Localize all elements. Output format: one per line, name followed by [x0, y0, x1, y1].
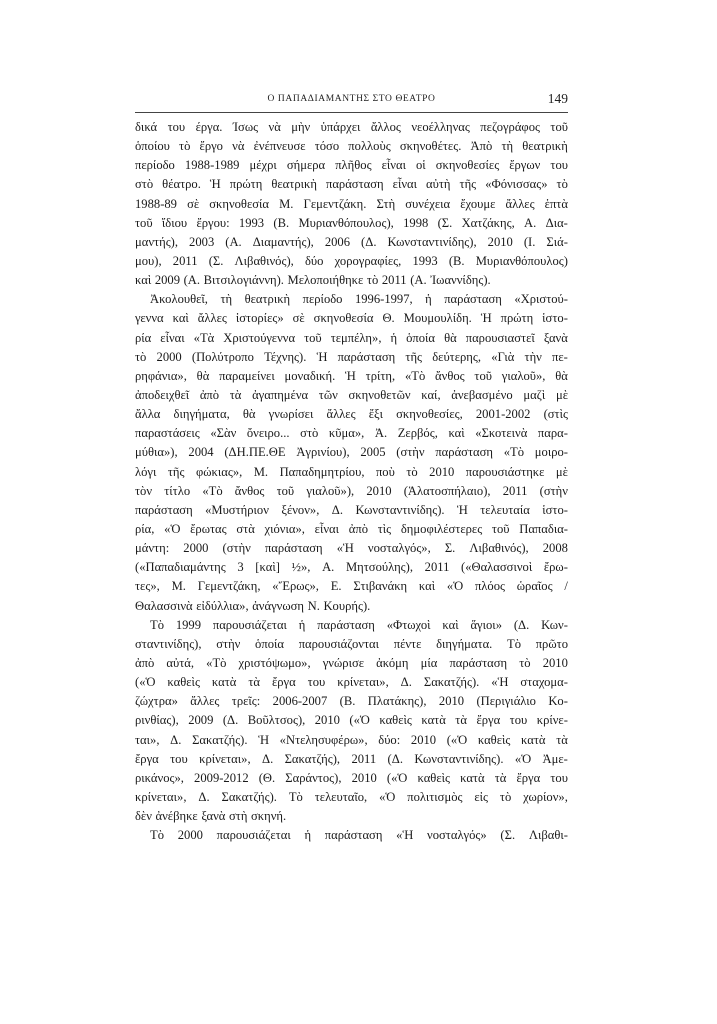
text-line: λόγι τῆς φώκιας», Μ. Παπαδημητρίου, ποὺ τὸ 2010 παρουσιάστηκε μὲ: [135, 464, 568, 479]
text-line: δὲν ἀνέβηκε ξανὰ στὴ σκηνή.: [135, 809, 287, 824]
text-line: ρηφάνια», θὰ παραμείνει μοναδική. Ἡ τρίτη, «Τὸ ἄνθος τοῦ γιαλοῦ», θὰ: [135, 368, 568, 383]
text-line: παραστάσεις «Σὰν ὄνειρο... στὸ κῦμα», Ἀ. Ζερβός, καὶ «Σκοτεινὰ παρα-: [135, 426, 568, 441]
text-line: 1988-89 σὲ σκηνοθεσία Μ. Γεμεντζάκη. Στὴ συνέχεια ἔχουμε ἄλλες ἑπτὰ: [135, 196, 568, 211]
text-line: ρία εἶναι «Τὰ Χριστούγεννα τοῦ τεμπέλη», ἡ ὁποία θὰ παρουσιαστεῖ ξανὰ: [135, 330, 568, 345]
running-title: Ο ΠΑΠΑΔΙΑΜΑΝΤΗΣ ΣΤΟ ΘΕΑΤΡΟ: [267, 94, 436, 104]
text-line: καὶ 2009 (Α. Βιτσιλογιάννη). Μελοποιήθηκε τὸ 2011 (Α. Ἰωαννίδης).: [135, 273, 491, 288]
text-line: ἔργα του κρίνεται», Δ. Σακατζής), 2011 (Δ. Κωνσταντινίδης). «Ὁ Ἀμε-: [135, 751, 568, 766]
text-line: τοῦ ἴδιου ἔργου: 1993 (Β. Μυριανθόπουλος), 1998 (Σ. Χατζάκης, Α. Δια-: [135, 215, 568, 230]
page-number: 149: [547, 91, 568, 106]
text-line: τὸ 2000 (Πολύτροπο Τέχνης). Ἡ παράσταση τῆς δεύτερης, «Γιὰ τὴν πε-: [135, 349, 568, 364]
text-line: ρινθίας), 2009 (Δ. Βοῦλτσος), 2010 («Ὁ καθεὶς κατὰ τὰ ἔργα του κρίνε-: [135, 713, 568, 728]
text-line: Τὸ 2000 παρουσιάζεται ἡ παράσταση «Ἡ νοσταλγός» (Σ. Λιβαθι-: [150, 828, 568, 843]
text-line: ρία, «Ὁ ἔρωτας στὰ χιόνια», εἶναι ἀπὸ τὶς δημοφιλέστερες τοῦ Παπαδια-: [135, 521, 568, 536]
text-line: κρίνεται», Δ. Σακατζής). Τὸ τελευταῖο, «Ὁ πολιτισμὸς εἰς τὸ χωρίον»,: [135, 789, 568, 804]
header-rule: [135, 112, 568, 113]
text-line: ἀποδειχθεῖ ἀπὸ τὰ ἀγαπημένα τῶν σκηνοθετῶν καί, ἀνεβασμένο μαζὶ μὲ: [135, 387, 568, 402]
text-line: στὸ θέατρο. Ἡ πρώτη θεατρικὴ παράσταση εἶναι αὐτὴ τῆς «Φόνισσας» τὸ: [135, 177, 568, 192]
text-line: ὁποίου τὸ ἔργο νὰ ἐνέπνευσε τόσο πολλοὺς σκηνοθέτες. Ἀπὸ τὴ θεατρικὴ: [135, 139, 568, 154]
text-line: μαντής), 2003 (Α. Διαμαντής), 2006 (Δ. Κωνσταντινίδης), 2010 (Ι. Σιά-: [135, 234, 568, 249]
text-line: περίοδο 1988-1989 μέχρι σήμερα πλῆθος εἶναι οἱ σκηνοθεσίες ἔργων του: [135, 158, 568, 173]
text-line: ἄλλα διηγήματα, θὰ γνωρίσει ἄλλες ἔξι σκηνοθεσίες, 2001-2002 (στὶς: [135, 407, 568, 422]
text-line: ται», Δ. Σακατζής). Ἡ «Ντελησυφέρω», δύο: 2010 («Ὁ καθεὶς κατὰ τὰ: [135, 732, 568, 747]
text-line: μύθια»), 2004 (ΔΗ.ΠΕ.ΘΕ Ἀγρινίου), 2005 (στὴν παράσταση «Τὸ μοιρο-: [135, 445, 568, 460]
text-line: τες», Μ. Γεμεντζάκη, «Ἔρως», Ε. Στιβανάκη καὶ «Ὁ πλόος ὡραῖος /: [135, 579, 568, 594]
text-line: Ἀκολουθεῖ, τὴ θεατρικὴ περίοδο 1996-1997, ἡ παράσταση «Χριστού-: [150, 292, 568, 307]
text-line: Τὸ 1999 παρουσιάζεται ἡ παράσταση «Φτωχοὶ καὶ ἅγιοι» (Δ. Κων-: [150, 617, 568, 632]
text-line: δικά του έργα. Ίσως νὰ μὴν ὑπάρχει ἄλλος νεοέλληνας πεζογράφος τοῦ: [135, 120, 568, 134]
text-line: τὸν τίτλο «Τὸ ἄνθος τοῦ γιαλοῦ»), 2010 (Ἁλατοσπήλαιο), 2011 (στὴν: [135, 483, 568, 498]
text-line: («Παπαδιαμάντης 3 [καὶ] ½», Α. Μητσούλης), 2011 («Θαλασσινοὶ ἔρω-: [135, 560, 568, 575]
text-line: σταντινίδης), στὴν ὁποία παρουσιάζονται πέντε διηγήματα. Τὸ πρῶτο: [135, 636, 568, 651]
body-text: [135, 118, 568, 845]
text-line: ζώχτρα» ἄλλες τρεῖς: 2006-2007 (Β. Πλατάκης), 2010 (Περιγιάλιο Κο-: [135, 694, 568, 709]
running-header: [135, 92, 568, 114]
text-line: γεννα καὶ ἄλλες ἱστορίες» σὲ σκηνοθεσία Θ. Μουμουλίδη. Ἡ πρώτη ἱστο-: [135, 311, 568, 326]
text-line: ρικάνος», 2009-2012 (Θ. Σαράντος), 2010 («Ὁ καθεὶς κατὰ τὰ ἔργα του: [135, 770, 568, 785]
text-line: παράσταση «Μυστήριον ξένον», Δ. Κωνσταντινίδης). Ἡ τελευταία ἱστο-: [135, 502, 568, 517]
text-line: Θαλασσινὰ εἰδύλλια», ἀνάγνωση Ν. Κουρής).: [135, 598, 371, 613]
text-line: μου), 2011 (Σ. Λιβαθινός), δύο χορογραφίες, 1993 (Β. Μυριανθόπουλος): [135, 253, 568, 268]
text-line: μάντη: 2000 (στὴν παράσταση «Ἡ νοσταλγός», Σ. Λιβαθινός), 2008: [135, 541, 568, 556]
text-line: («Ὁ καθεὶς κατὰ τὰ ἔργα του κρίνεται», Δ. Σακατζής). «Ἡ σταχομα-: [135, 675, 568, 690]
text-line: ἀπὸ αὐτά, «Τὸ χριστόψωμο», γνώρισε ἀκόμη μία παράσταση τὸ 2010: [135, 655, 568, 670]
